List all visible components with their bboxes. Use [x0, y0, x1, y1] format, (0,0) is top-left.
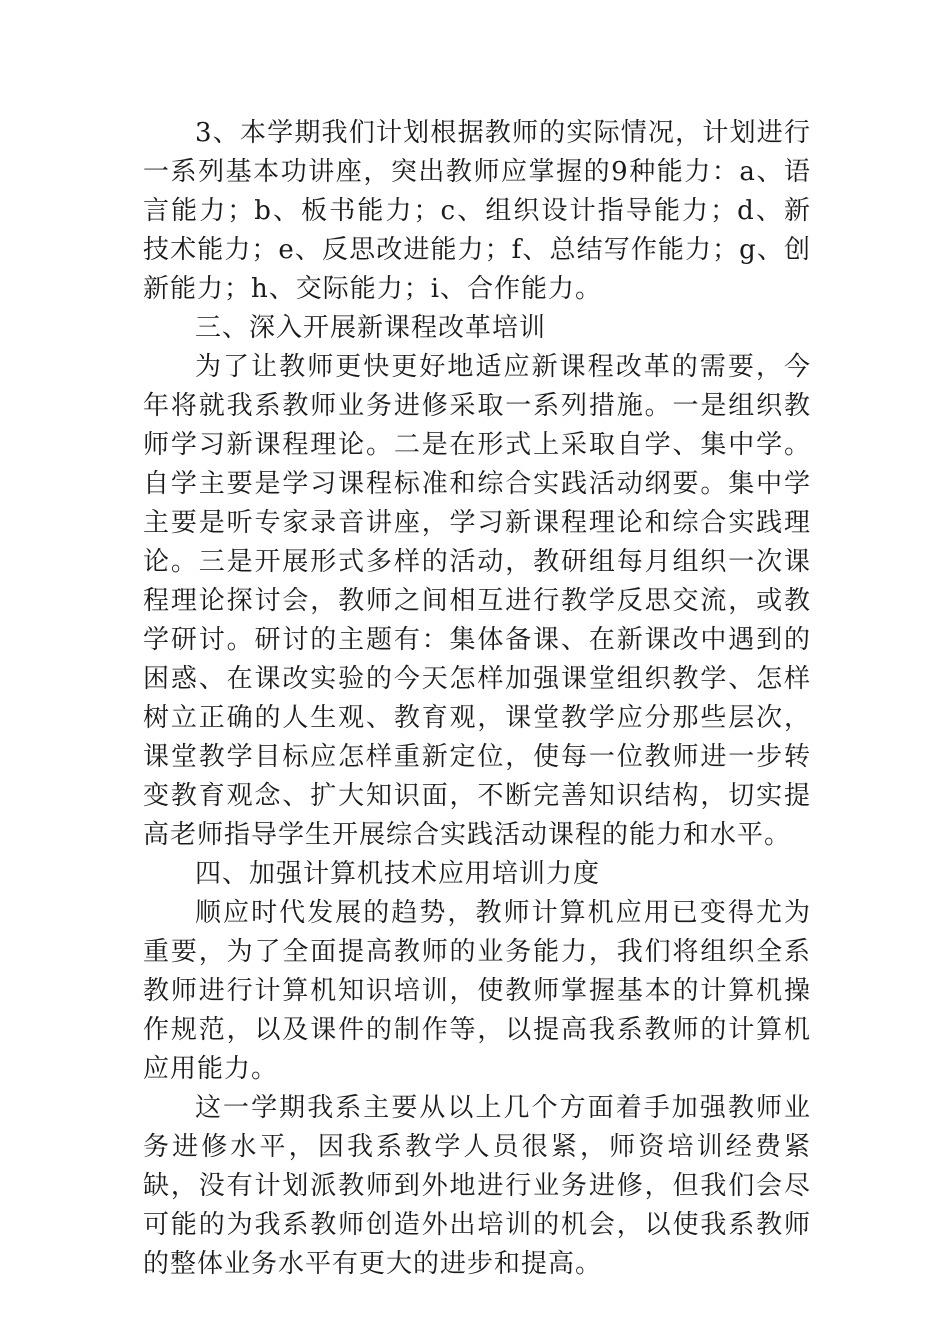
- paragraph-summary: 这一学期我系主要从以上几个方面着手加强教师业务进修水平，因我系教学人员很紧，师资培训经费紧缺，没有计划派教师到外地进行业务进修，但我们会尽可能的为我系教师创造外出培训的机会，以使我系教师的整体业务水平有更大的进步和提高。: [143, 1093, 811, 1279]
- paragraph-computer-training: 顺应时代发展的趋势，教师计算机应用已变得尤为重要，为了全面提高教师的业务能力，我们将组织全系教师进行计算机知识培训，使教师掌握基本的计算机操作规范，以及课件的制作等，以提高我系教师的计算机应用能力。: [143, 898, 811, 1084]
- paragraph-skills-list: 3、本学期我们计划根据教师的实际情况，计划进行一系列基本功讲座，突出教师应掌握的9种能力：a、语言能力；b、板书能力；c、组织设计指导能力；d、新技术能力；e、反思改进能力；f、总结写作能力；g、创新能力；h、交际能力；i、合作能力。: [143, 118, 811, 304]
- section-heading-curriculum-reform: 三、深入开展新课程改革培训: [195, 313, 547, 343]
- paragraph-curriculum-reform: 为了让教师更快更好地适应新课程改革的需要，今年将就我系教师业务进修采取一系列措施。一是组织教师学习新课程理论。二是在形式上采取自学、集中学。自学主要是学习课程标准和综合实践活动纲要。集中学主要是听专家录音讲座，学习新课程理论和综合实践理论。三是开展形式多样的活动，教研组每月组织一次课程理论探讨会，教师之间相互进行教学反思交流，或教学研讨。研讨的主题有：集体备课、在新课改中遇到的困惑、在课改实验的今天怎样加强课堂组织教学、怎样树立正确的人生观、教育观，课堂教学应分那些层次，课堂教学目标应怎样重新定位，使每一位教师进一步转变教育观念、扩大知识面，不断完善知识结构，切实提高老师指导学生开展综合实践活动课程的能力和水平。: [143, 352, 811, 850]
- document-body: [143, 114, 811, 1284]
- section-heading-computer-training: 四、加强计算机技术应用培训力度: [195, 859, 601, 889]
